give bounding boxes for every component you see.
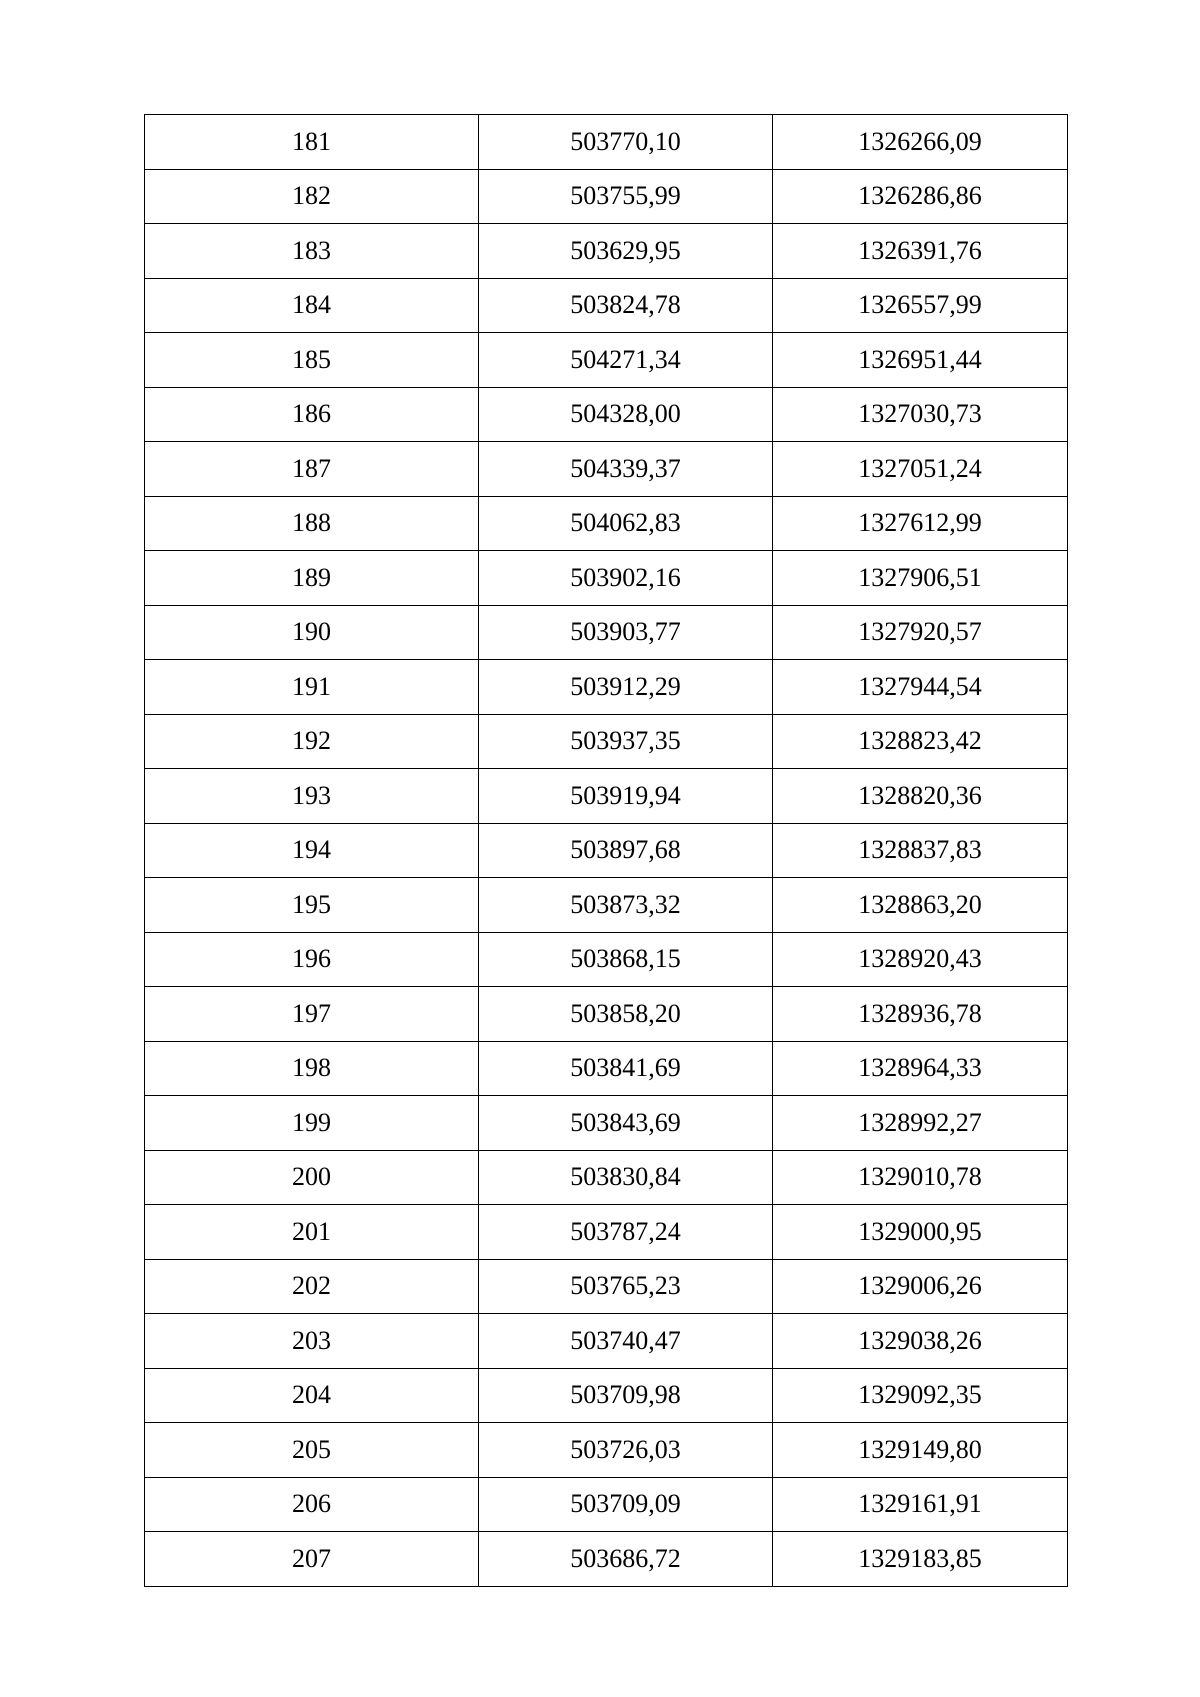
y-coordinate-cell: 1326951,44 <box>773 333 1068 388</box>
x-coordinate-cell: 503709,09 <box>479 1477 773 1532</box>
x-coordinate-cell: 503841,69 <box>479 1041 773 1096</box>
table-row <box>145 1096 1068 1151</box>
table-row <box>145 278 1068 333</box>
y-coordinate-cell: 1329183,85 <box>773 1532 1068 1587</box>
y-coordinate-cell: 1326391,76 <box>773 224 1068 279</box>
x-coordinate-cell: 503830,84 <box>479 1150 773 1205</box>
y-coordinate-cell: 1328992,27 <box>773 1096 1068 1151</box>
point-number-cell: 204 <box>145 1368 479 1423</box>
y-coordinate-cell: 1329092,35 <box>773 1368 1068 1423</box>
point-number-cell: 183 <box>145 224 479 279</box>
point-number-cell: 193 <box>145 769 479 824</box>
y-coordinate-cell: 1329006,26 <box>773 1259 1068 1314</box>
y-coordinate-cell: 1327612,99 <box>773 496 1068 551</box>
x-coordinate-cell: 503858,20 <box>479 987 773 1042</box>
point-number-cell: 200 <box>145 1150 479 1205</box>
point-number-cell: 186 <box>145 387 479 442</box>
table-row <box>145 442 1068 497</box>
x-coordinate-cell: 504271,34 <box>479 333 773 388</box>
x-coordinate-cell: 503902,16 <box>479 551 773 606</box>
x-coordinate-cell: 503629,95 <box>479 224 773 279</box>
table-row <box>145 1368 1068 1423</box>
y-coordinate-cell: 1328936,78 <box>773 987 1068 1042</box>
table-row <box>145 823 1068 878</box>
x-coordinate-cell: 504339,37 <box>479 442 773 497</box>
y-coordinate-cell: 1329010,78 <box>773 1150 1068 1205</box>
x-coordinate-cell: 503765,23 <box>479 1259 773 1314</box>
table-row <box>145 1532 1068 1587</box>
table-row <box>145 714 1068 769</box>
y-coordinate-cell: 1329000,95 <box>773 1205 1068 1260</box>
point-number-cell: 185 <box>145 333 479 388</box>
y-coordinate-cell: 1328837,83 <box>773 823 1068 878</box>
y-coordinate-cell: 1327944,54 <box>773 660 1068 715</box>
table-row <box>145 333 1068 388</box>
table-row <box>145 660 1068 715</box>
x-coordinate-cell: 503868,15 <box>479 932 773 987</box>
table-row <box>145 224 1068 279</box>
point-number-cell: 190 <box>145 605 479 660</box>
point-number-cell: 191 <box>145 660 479 715</box>
x-coordinate-cell: 503740,47 <box>479 1314 773 1369</box>
table-row <box>145 987 1068 1042</box>
coordinates-table-body <box>145 115 1068 1587</box>
point-number-cell: 189 <box>145 551 479 606</box>
point-number-cell: 192 <box>145 714 479 769</box>
point-number-cell: 196 <box>145 932 479 987</box>
y-coordinate-cell: 1326286,86 <box>773 169 1068 224</box>
y-coordinate-cell: 1329038,26 <box>773 1314 1068 1369</box>
table-row <box>145 1041 1068 1096</box>
x-coordinate-cell: 503709,98 <box>479 1368 773 1423</box>
table-row <box>145 1205 1068 1260</box>
y-coordinate-cell: 1328820,36 <box>773 769 1068 824</box>
x-coordinate-cell: 503937,35 <box>479 714 773 769</box>
x-coordinate-cell: 503726,03 <box>479 1423 773 1478</box>
table-row <box>145 551 1068 606</box>
y-coordinate-cell: 1328863,20 <box>773 878 1068 933</box>
x-coordinate-cell: 503824,78 <box>479 278 773 333</box>
point-number-cell: 197 <box>145 987 479 1042</box>
table-row <box>145 387 1068 442</box>
y-coordinate-cell: 1329161,91 <box>773 1477 1068 1532</box>
x-coordinate-cell: 503770,10 <box>479 115 773 170</box>
point-number-cell: 207 <box>145 1532 479 1587</box>
point-number-cell: 187 <box>145 442 479 497</box>
y-coordinate-cell: 1327051,24 <box>773 442 1068 497</box>
x-coordinate-cell: 503919,94 <box>479 769 773 824</box>
x-coordinate-cell: 503787,24 <box>479 1205 773 1260</box>
point-number-cell: 182 <box>145 169 479 224</box>
y-coordinate-cell: 1328964,33 <box>773 1041 1068 1096</box>
table-row <box>145 1259 1068 1314</box>
x-coordinate-cell: 504062,83 <box>479 496 773 551</box>
y-coordinate-cell: 1326557,99 <box>773 278 1068 333</box>
point-number-cell: 199 <box>145 1096 479 1151</box>
table-row <box>145 169 1068 224</box>
x-coordinate-cell: 503755,99 <box>479 169 773 224</box>
table-row <box>145 115 1068 170</box>
point-number-cell: 202 <box>145 1259 479 1314</box>
point-number-cell: 181 <box>145 115 479 170</box>
table-row <box>145 769 1068 824</box>
x-coordinate-cell: 504328,00 <box>479 387 773 442</box>
point-number-cell: 194 <box>145 823 479 878</box>
point-number-cell: 205 <box>145 1423 479 1478</box>
table-row <box>145 1150 1068 1205</box>
table-row <box>145 1423 1068 1478</box>
coordinates-table <box>144 114 1068 1587</box>
point-number-cell: 206 <box>145 1477 479 1532</box>
table-row <box>145 605 1068 660</box>
y-coordinate-cell: 1327920,57 <box>773 605 1068 660</box>
point-number-cell: 198 <box>145 1041 479 1096</box>
point-number-cell: 188 <box>145 496 479 551</box>
x-coordinate-cell: 503843,69 <box>479 1096 773 1151</box>
y-coordinate-cell: 1329149,80 <box>773 1423 1068 1478</box>
x-coordinate-cell: 503903,77 <box>479 605 773 660</box>
point-number-cell: 184 <box>145 278 479 333</box>
y-coordinate-cell: 1327906,51 <box>773 551 1068 606</box>
y-coordinate-cell: 1326266,09 <box>773 115 1068 170</box>
y-coordinate-cell: 1327030,73 <box>773 387 1068 442</box>
x-coordinate-cell: 503912,29 <box>479 660 773 715</box>
point-number-cell: 203 <box>145 1314 479 1369</box>
point-number-cell: 195 <box>145 878 479 933</box>
table-row <box>145 932 1068 987</box>
y-coordinate-cell: 1328823,42 <box>773 714 1068 769</box>
x-coordinate-cell: 503897,68 <box>479 823 773 878</box>
x-coordinate-cell: 503686,72 <box>479 1532 773 1587</box>
y-coordinate-cell: 1328920,43 <box>773 932 1068 987</box>
table-row <box>145 1477 1068 1532</box>
table-row <box>145 1314 1068 1369</box>
table-row <box>145 878 1068 933</box>
point-number-cell: 201 <box>145 1205 479 1260</box>
table-row <box>145 496 1068 551</box>
x-coordinate-cell: 503873,32 <box>479 878 773 933</box>
